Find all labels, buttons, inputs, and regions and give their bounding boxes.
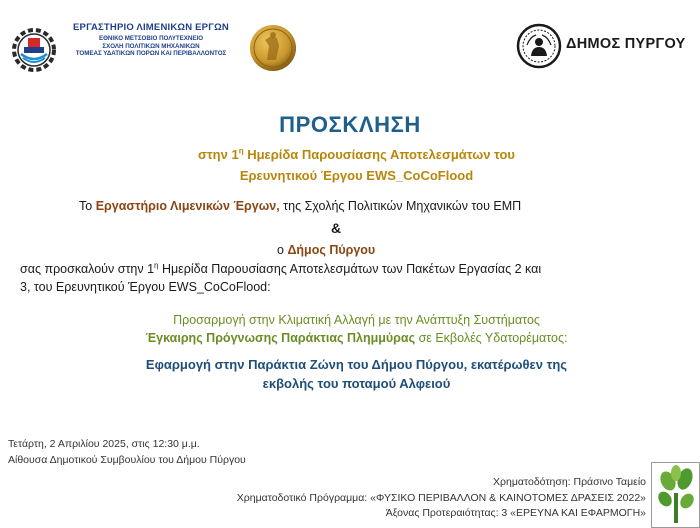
invitation-title: ΠΡΟΣΚΛΗΣΗ	[279, 112, 421, 137]
funding-priority-axis: Άξονας Προτεραιότητας: 3 «ΕΡΕΥΝΑ ΚΑΙ ΕΦΑΡΜΟΓΗ»	[385, 507, 646, 519]
application-line-1: Εφαρμογή στην Παράκτια Ζώνη του Δήμου Πύργου, εκατέρωθεν της	[145, 357, 568, 372]
invite-text-line-2: 3, του Ερευνητικού Έργου EWS_CoCoFlood:	[20, 280, 271, 294]
inviter-line-1: Το Εργαστήριο Λιμενικών Έργων, της Σχολής Πολιτικών Μηχανικών του ΕΜΠ	[79, 199, 522, 213]
municipal-seal-icon	[516, 23, 562, 69]
ampersand: &	[331, 220, 342, 236]
inviter-line-2: ο Δήμος Πύργου	[277, 243, 376, 257]
event-venue: Αίθουσα Δημοτικού Συμβουλίου του Δήμου Πύργου	[8, 454, 246, 466]
ancient-coin-icon	[249, 24, 297, 72]
topic-line-1: Προσαρμογή στην Κλιματική Αλλαγή με την Ανάπτυξη Συστήματος	[173, 313, 540, 327]
application-line-2: εκβολής του ποταμού Αλφειού	[262, 376, 451, 391]
lab-title: ΕΡΓΑΣΤΗΡΙΟ ΛΙΜΕΝΙΚΩΝ ΕΡΓΩΝ	[73, 22, 229, 33]
lab-line-2: ΣΧΟΛΗ ΠΟΛΙΤΙΚΩΝ ΜΗΧΑΝΙΚΩΝ	[102, 42, 200, 50]
lab-line-1: ΕΘΝΙΚΟ ΜΕΤΣΟΒΙΟ ΠΟΛΥΤΕΧΝΕΙΟ	[98, 35, 204, 43]
funding-source: Χρηματοδότηση: Πράσινο Ταμείο	[493, 476, 646, 488]
lab-gear-logo-icon	[6, 24, 62, 74]
lab-header-text	[66, 22, 236, 57]
event-date: Τετάρτη, 2 Απριλίου 2025, στις 12:30 μ.μ.	[8, 438, 200, 450]
topic-line-2: Έγκαιρης Πρόγνωσης Παράκτιας Πλημμύρας σε Εκβολές Υδατορέματος:	[145, 331, 568, 345]
municipality-name: ΔΗΜΟΣ ΠΥΡΓΟΥ	[566, 36, 686, 52]
green-fund-tree-icon	[651, 462, 700, 528]
lab-line-3: ΤΟΜΕΑΣ ΥΔΑΤΙΚΩΝ ΠΟΡΩΝ ΚΑΙ ΠΕΡΙΒΑΛΛΟΝΤΟΣ	[75, 49, 227, 57]
funding-program: Χρηματοδοτικό Πρόγραμμα: «ΦΥΣΙΚΟ ΠΕΡΙΒΑΛΛΟΝ & ΚΑΙΝΟΤΟΜΕΣ ΔΡΑΣΕΙΣ 2022»	[236, 492, 646, 504]
invite-text-line-1: σας προσκαλούν στην $1^\eta$ Ημερίδα Παρουσίασης Αποτελεσμάτων των Πακέτων Εργασίας 2 και	[20, 260, 542, 276]
invitation-subtitle-1: στην $1^\eta$ Ημερίδα Παρουσίασης Αποτελεσμάτων του	[197, 146, 515, 162]
invitation-subtitle-2: Ερευνητικού Έργου EWS_CoCoFlood	[239, 168, 474, 183]
